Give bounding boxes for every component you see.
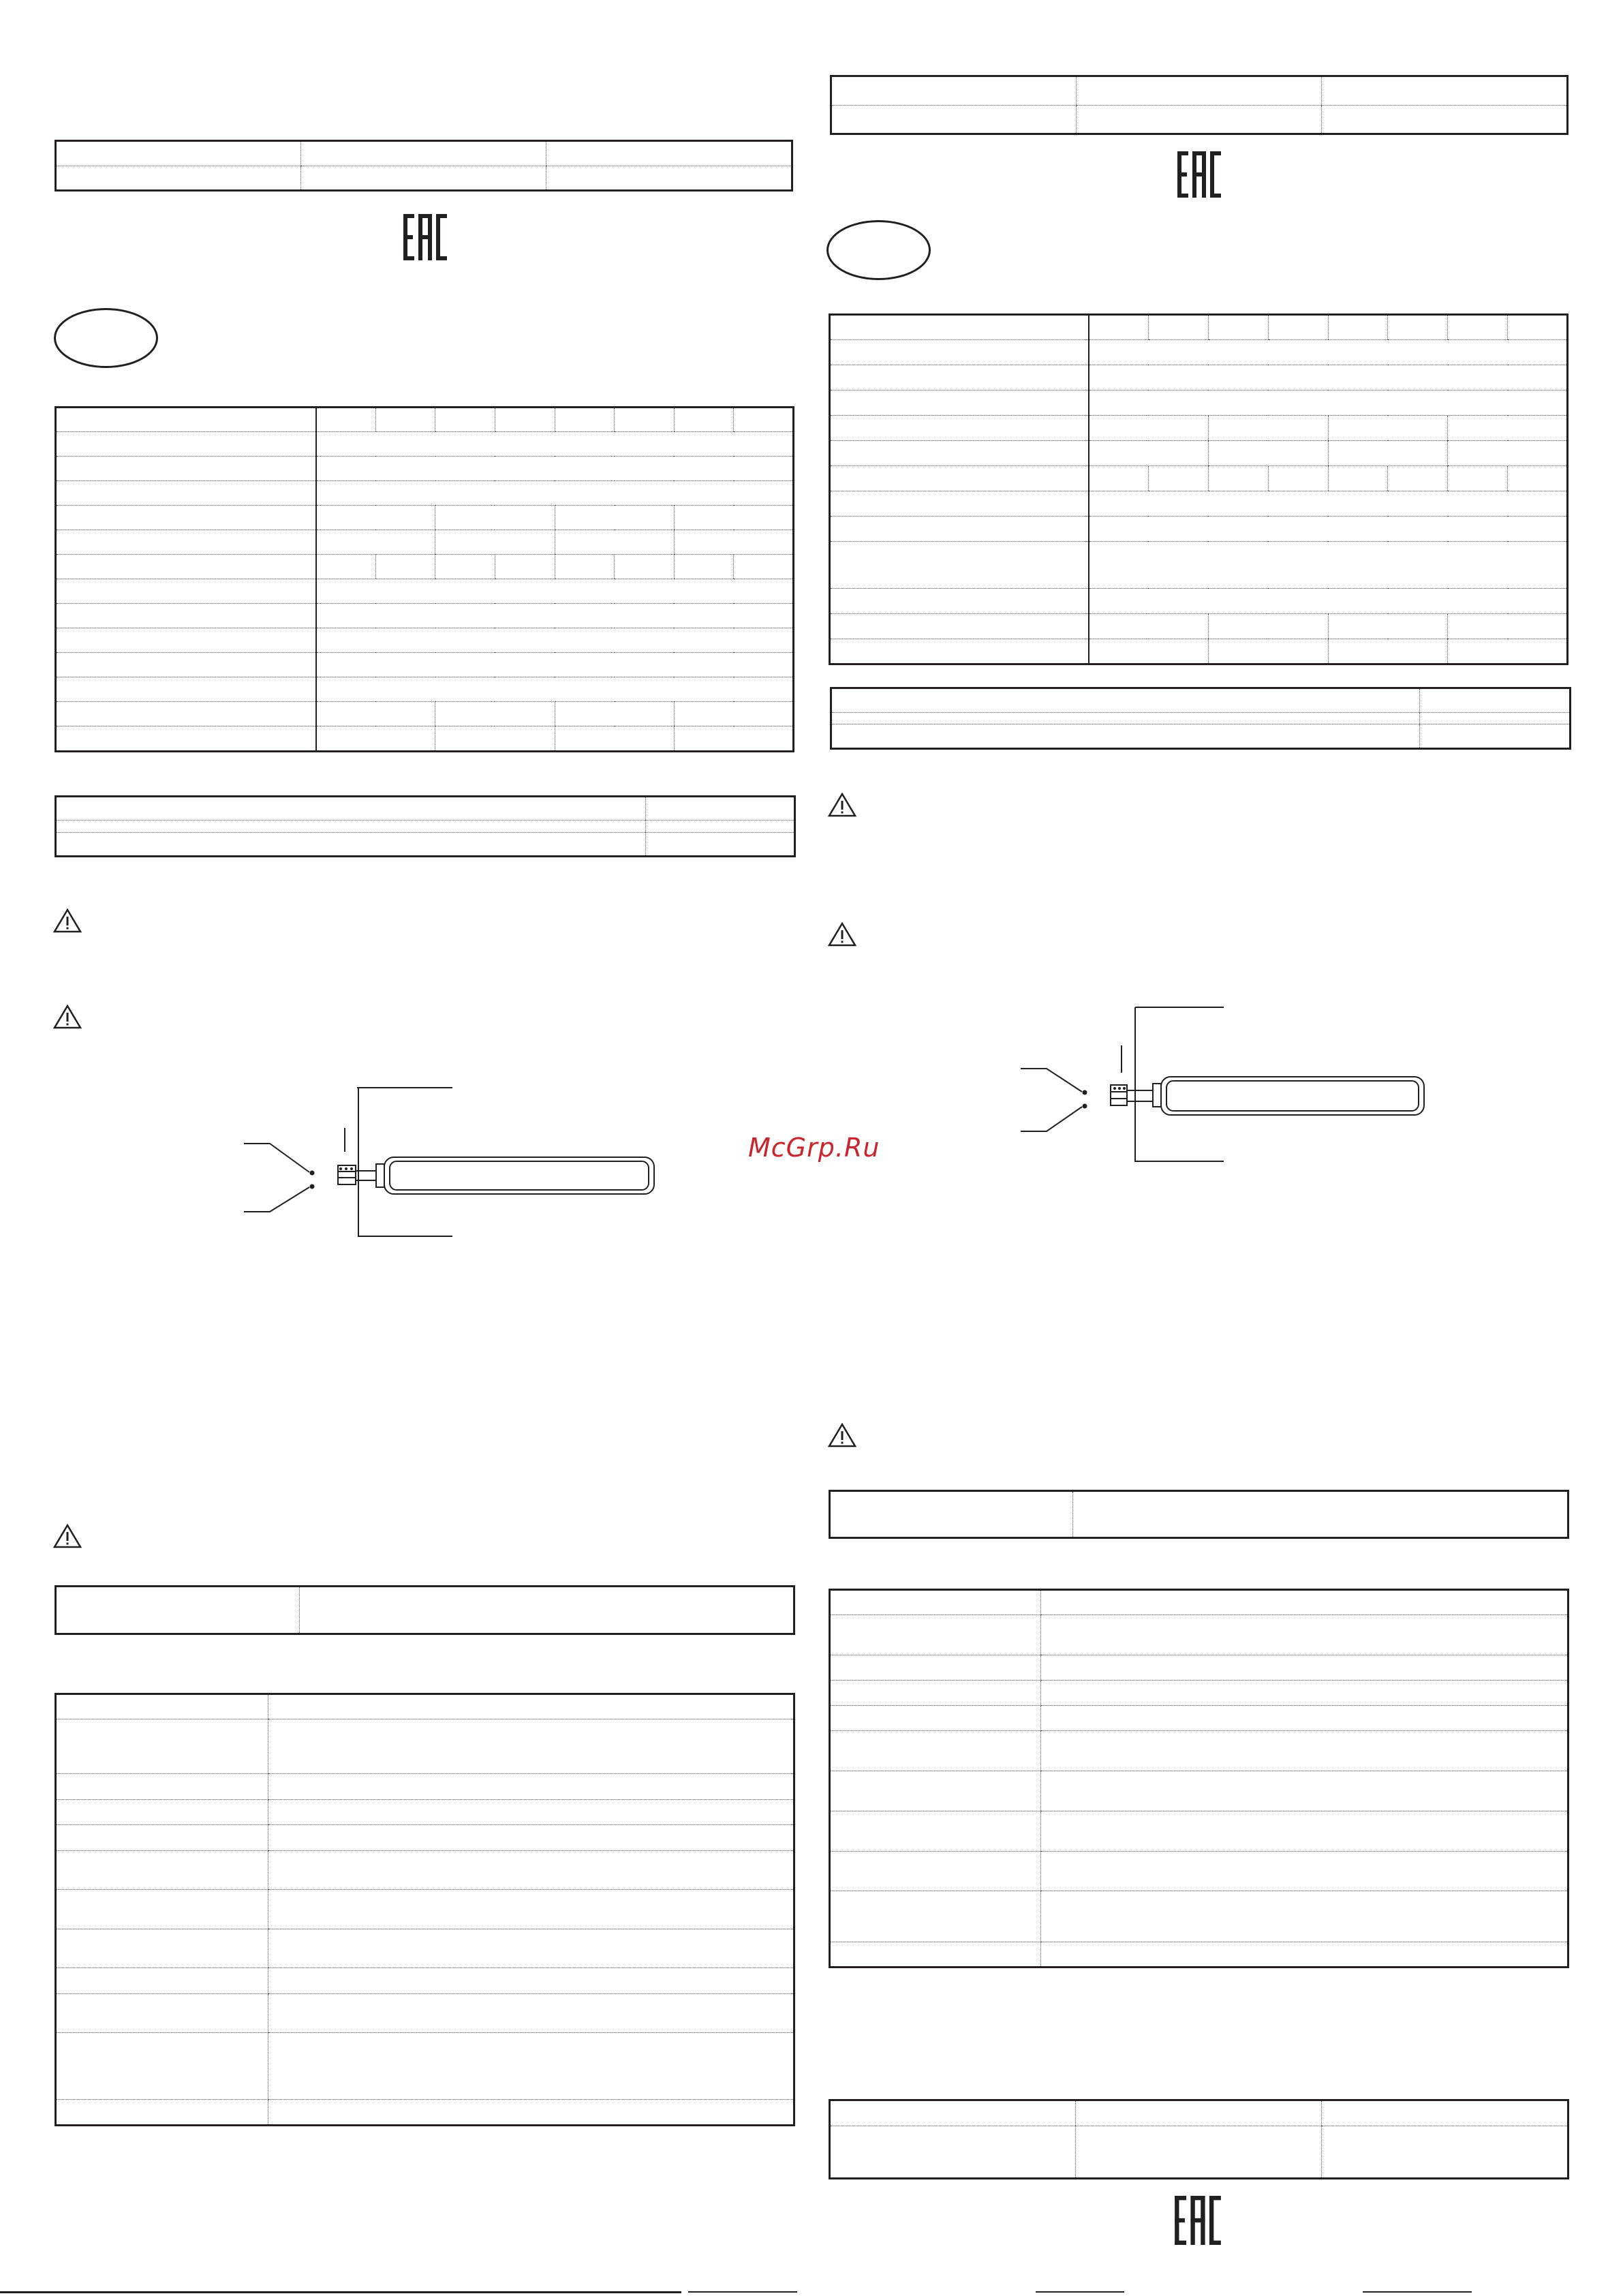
right-note-table [830, 687, 1571, 750]
lamp-wiring-diagram-left [243, 1084, 658, 1250]
footer-rule-right [1036, 2291, 1124, 2293]
right-bottom-table [829, 1589, 1569, 1968]
warning-triangle-icon [828, 922, 856, 947]
language-badge-left [54, 308, 158, 368]
eac-mark-left [402, 214, 448, 260]
left-header-table [55, 140, 793, 192]
warning-triangle-icon [828, 793, 856, 817]
footer-rule-left [0, 2291, 681, 2293]
right-footer-table [829, 2099, 1569, 2179]
eac-mark-right-bottom [1173, 2196, 1222, 2245]
left-note-table [55, 795, 796, 857]
warning-triangle-icon [53, 1005, 82, 1029]
warning-triangle-icon [53, 1524, 82, 1548]
warning-triangle-icon [828, 1423, 856, 1448]
left-info-table [55, 1585, 795, 1635]
eac-mark-right-top [1176, 151, 1222, 198]
left-spec-table [55, 406, 794, 752]
right-spec-table [829, 313, 1568, 665]
footer-rule-far-right [1363, 2291, 1472, 2293]
left-bottom-table [55, 1693, 795, 2126]
lamp-wiring-diagram-right [1019, 1005, 1435, 1171]
watermark-text: McGrp.Ru [748, 1133, 880, 1163]
language-badge-right [826, 220, 931, 280]
warning-triangle-icon [53, 908, 82, 933]
footer-rule-mid [688, 2291, 797, 2293]
right-header-table [830, 75, 1568, 135]
right-info-table [829, 1490, 1569, 1539]
